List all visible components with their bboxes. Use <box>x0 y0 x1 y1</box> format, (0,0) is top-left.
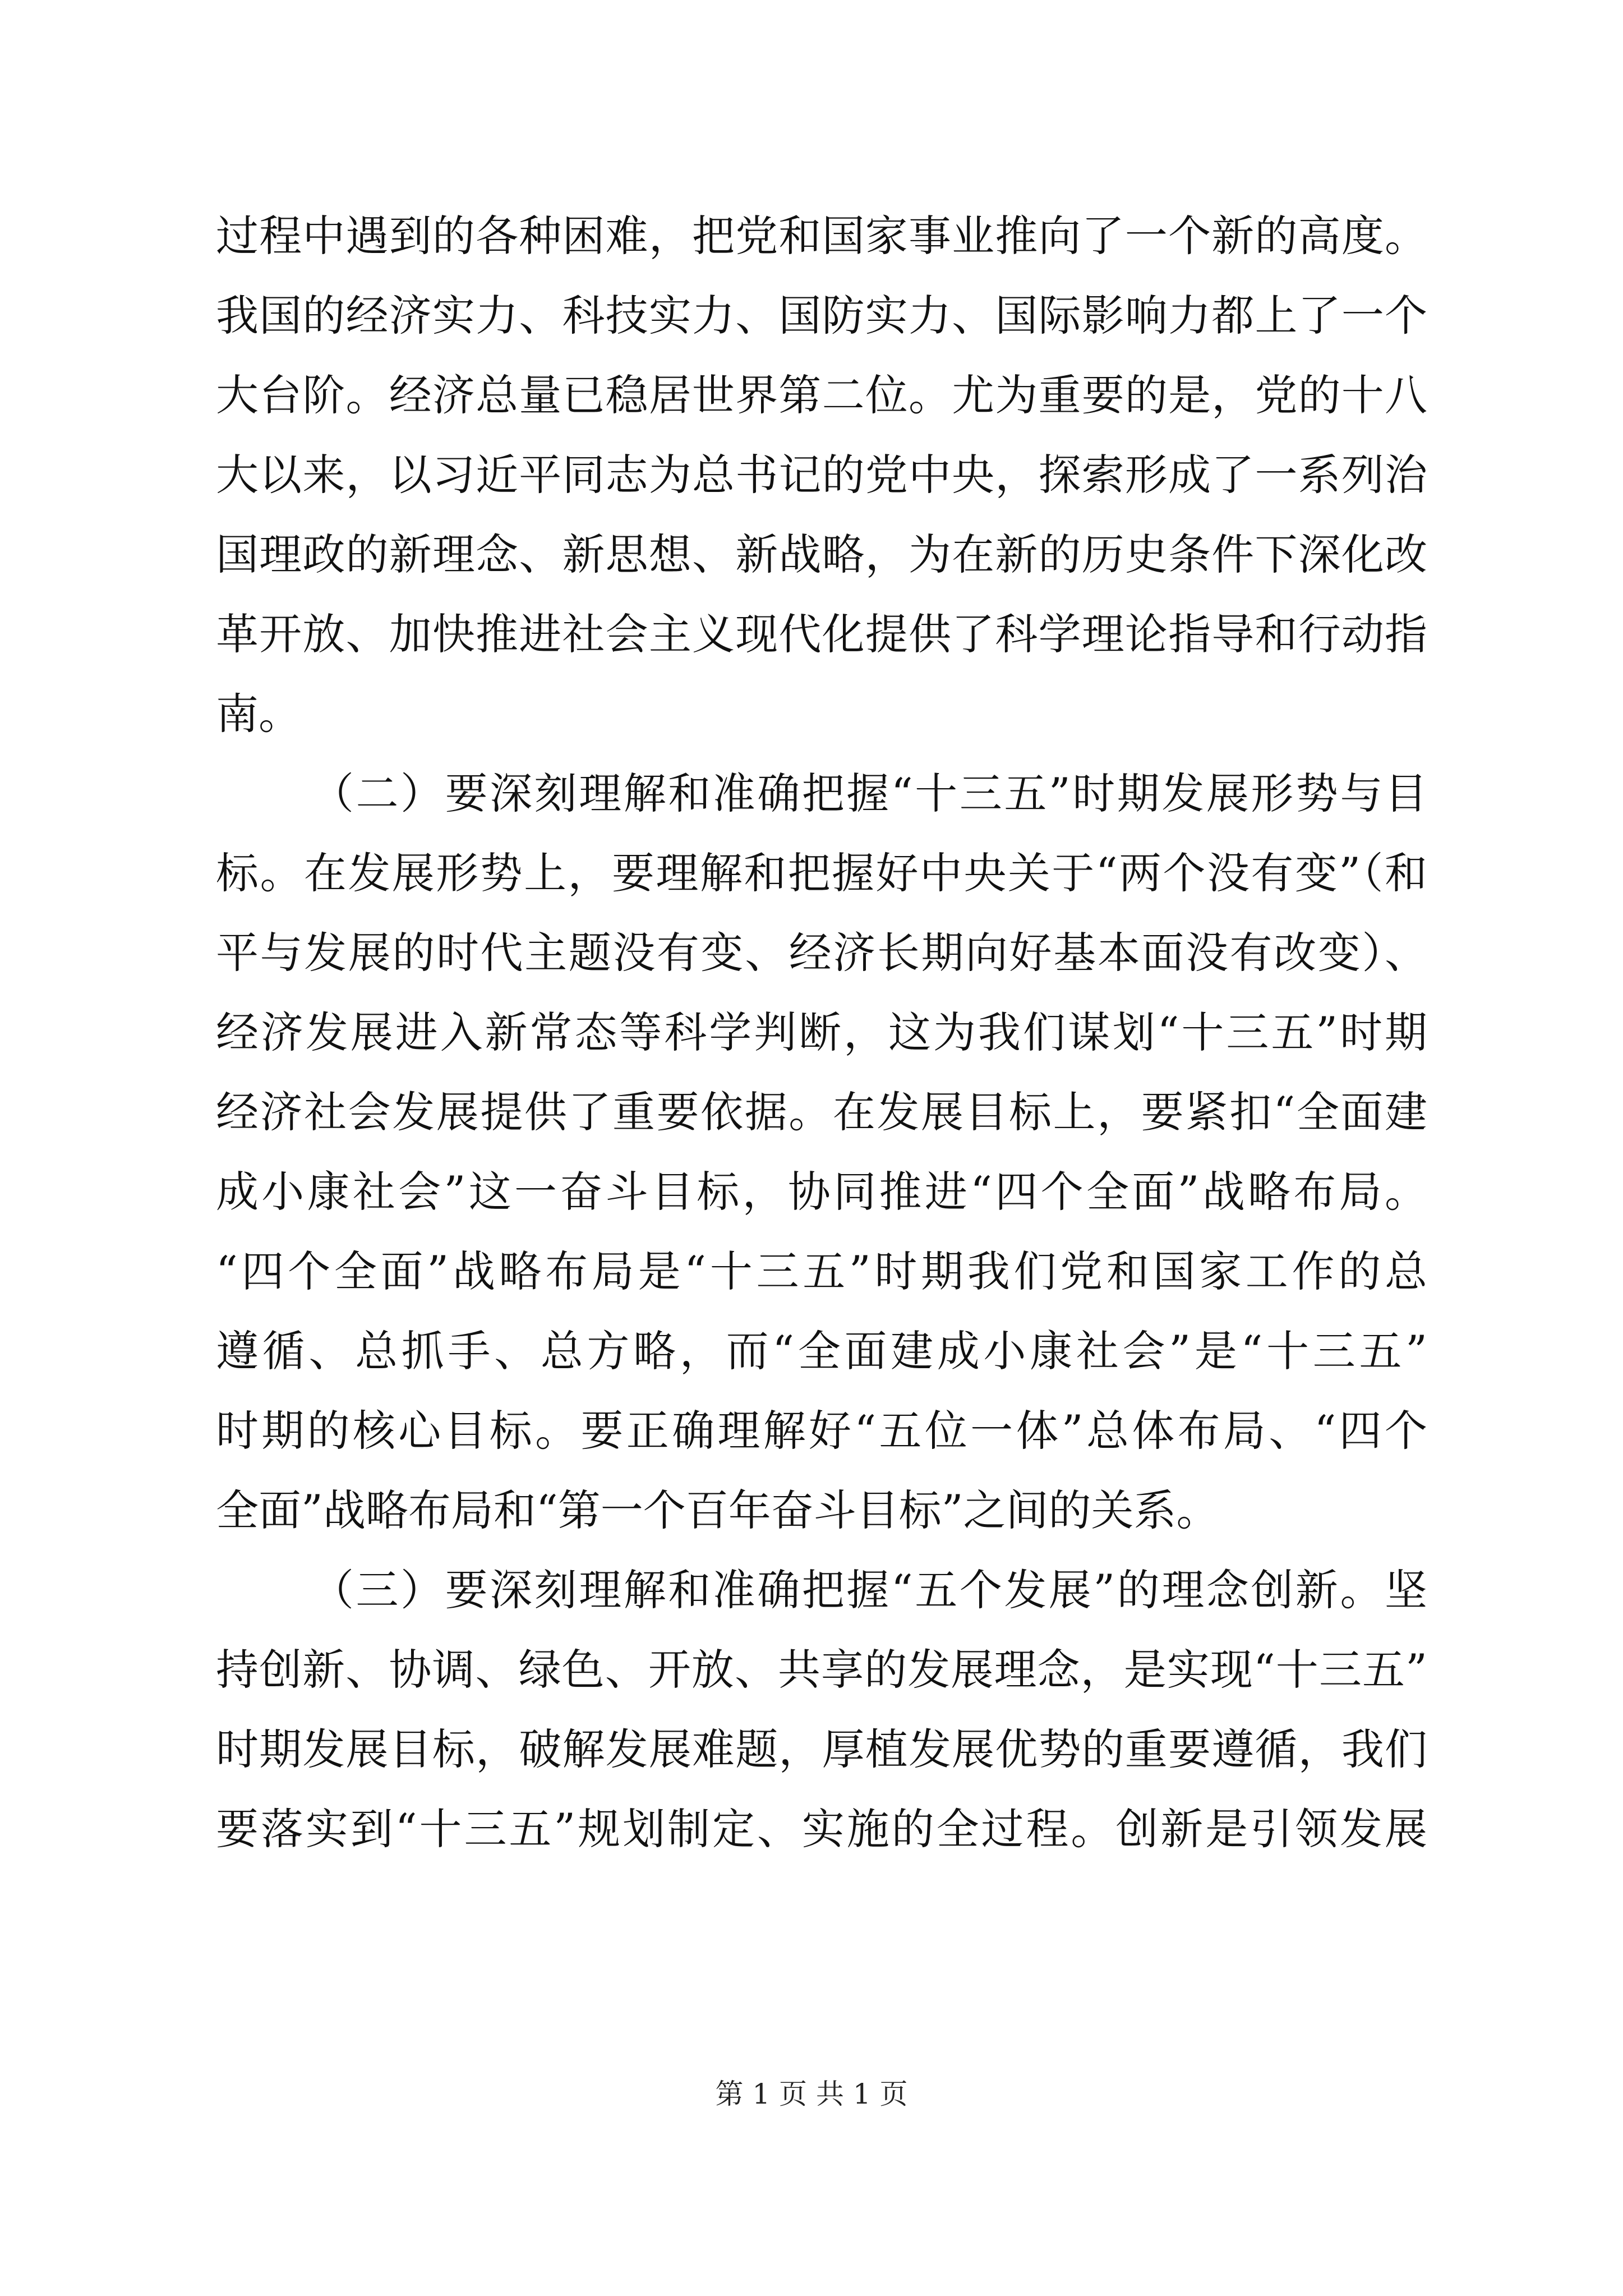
paragraph-heading: （三）要深刻理解和准确把握“五个发展”的理念创新。坚 <box>311 1565 1427 1615</box>
text-line: 时期发展目标，破解发展难题，厚植发展优势的重要遵循，我们 <box>216 1724 1427 1774</box>
text-line: 全面”战略布局和“第一个百年奋斗目标”之间的关系。 <box>216 1485 1219 1535</box>
text-line: 要落实到“十三五”规划制定、实施的全过程。创新是引领发展 <box>216 1804 1427 1854</box>
text-line: 我国的经济实力、科技实力、国防实力、国际影响力都上了一个 <box>216 291 1427 341</box>
paragraph-heading: （二）要深刻理解和准确把握“十三五”时期发展形势与目 <box>311 769 1427 818</box>
text-line: 国理政的新理念、新思想、新战略，为在新的历史条件下深化改 <box>216 530 1427 579</box>
text-line: 时期的核心目标。要正确理解好“五位一体”总体布局、“四个 <box>216 1406 1427 1456</box>
page-number-footer: 第 1 页 共 1 页 <box>715 2078 908 2110</box>
text-line: “四个全面”战略布局是“十三五”时期我们党和国家工作的总 <box>216 1246 1427 1296</box>
document-body <box>216 196 1427 1869</box>
text-line: 南。 <box>216 689 301 739</box>
text-line: 经济发展进入新常态等科学判断，这为我们谋划“十三五”时期 <box>216 1007 1427 1057</box>
text-line: 持创新、协调、绿色、开放、共享的发展理念，是实现“十三五” <box>216 1645 1427 1695</box>
text-line: 革开放、加快推进社会主义现代化提供了科学理论指导和行动指 <box>216 609 1427 659</box>
text-line: 大以来，以习近平同志为总书记的党中央，探索形成了一系列治 <box>216 450 1427 500</box>
text-line: 遵循、总抓手、总方略，而“全面建成小康社会”是“十三五” <box>216 1326 1427 1376</box>
text-line: 标。在发展形势上，要理解和把握好中央关于“两个没有变”（和 <box>216 848 1427 898</box>
text-line: 经济社会发展提供了重要依据。在发展目标上，要紧扣“全面建 <box>216 1087 1427 1137</box>
text-line: 过程中遇到的各种困难，把党和国家事业推向了一个新的高度。 <box>216 211 1427 261</box>
text-line: 平与发展的时代主题没有变、经济长期向好基本面没有改变）、 <box>216 928 1427 978</box>
text-line: 成小康社会”这一奋斗目标，协同推进“四个全面”战略布局。 <box>216 1167 1427 1217</box>
text-line: 大台阶。经济总量已稳居世界第二位。尤为重要的是，党的十八 <box>216 370 1427 420</box>
